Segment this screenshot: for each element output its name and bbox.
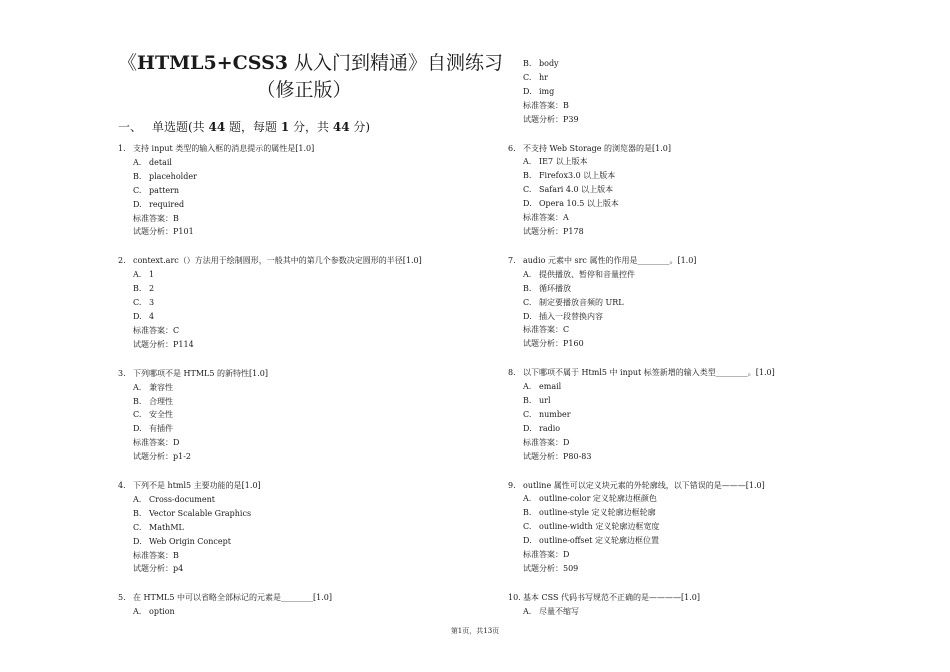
question-text: 支持 input 类型的输入框的消息提示的属性是[1.0] [133, 144, 315, 153]
option-text: outline-offset 定义轮廓边框位置 [539, 536, 659, 546]
analysis-label: 试题分析： [523, 339, 563, 349]
option-letter: D. [523, 423, 532, 433]
question-number: 2. [118, 256, 126, 266]
section-total: 44 [332, 120, 350, 134]
option-item [508, 605, 868, 619]
question-number: 10. [508, 592, 521, 602]
question-analysis [118, 450, 478, 464]
answer-value: D [173, 438, 180, 448]
option-letter: B. [133, 508, 142, 518]
answer-label: 标准答案： [523, 550, 563, 560]
option-letter: A. [523, 269, 532, 279]
section-score: 1 [280, 120, 290, 134]
question-text: 基本 CSS 代码书写规范不正确的是————[1.0] [523, 592, 700, 602]
option-letter: D. [523, 199, 532, 209]
question-analysis [508, 562, 868, 576]
question-text: 下列不是 html5 主要功能的是[1.0] [133, 481, 261, 491]
analysis-label: 试题分析： [133, 452, 173, 462]
option-text: url [539, 396, 551, 406]
option-letter: D. [523, 311, 532, 321]
option-text: outline-width 定义轮廓边框宽度 [539, 522, 660, 532]
option-text: 合理性 [149, 396, 173, 406]
question-block [508, 366, 868, 463]
answer-label: 标准答案： [523, 325, 563, 335]
question-stem [508, 591, 868, 605]
answer-value: B [563, 100, 569, 110]
option-text: 2 [149, 284, 155, 294]
analysis-label: 试题分析： [523, 114, 563, 124]
question-block [118, 254, 478, 351]
answer-label: 标准答案： [133, 438, 173, 448]
option-letter: D. [133, 424, 142, 434]
option-text: Web Origin Concept [149, 536, 231, 546]
option-item [508, 197, 868, 211]
option-text: 有插件 [149, 424, 173, 434]
option-text: 插入一段替换内容 [539, 311, 603, 321]
question-number: 4. [118, 481, 126, 491]
answer-value: B [173, 550, 179, 560]
option-letter: A. [523, 157, 532, 167]
option-text: 安全性 [149, 410, 173, 420]
option-item [118, 381, 478, 395]
question-number: 7. [508, 255, 516, 265]
analysis-label: 试题分析： [133, 564, 173, 574]
title-line-2: （修正版） [256, 79, 352, 101]
option-item [118, 282, 478, 296]
analysis-value: P80-83 [563, 451, 592, 461]
page-footer: 第1页，共13页 [450, 627, 500, 635]
option-item [508, 422, 868, 436]
question-block [508, 591, 868, 619]
analysis-value: P101 [173, 227, 194, 237]
analysis-value: p4 [173, 564, 184, 574]
question-number: 5. [118, 593, 126, 603]
option-letter: A. [523, 606, 532, 616]
section-text: 分) [349, 120, 371, 134]
answer-label: 标准答案： [133, 550, 173, 560]
option-letter: C. [523, 185, 532, 195]
option-letter: C. [523, 297, 532, 307]
option-text: option [149, 607, 175, 617]
right-questions [508, 142, 868, 619]
option-text: 兼容性 [149, 382, 173, 392]
question-text: 下列哪项不是 HTML5 的新特性[1.0] [133, 368, 268, 378]
question-number: 9. [508, 480, 516, 490]
question-text: 不支持 Web Storage 的浏览器的是[1.0] [523, 143, 671, 153]
option-letter: D. [133, 199, 142, 209]
option-text: 3 [149, 298, 155, 308]
option-letter: C. [133, 298, 142, 308]
option-text: detail [149, 157, 172, 167]
analysis-label: 试题分析： [523, 451, 563, 461]
option-text: 提供播放、暂停和音量控件 [539, 269, 635, 279]
question-analysis [508, 113, 868, 127]
option-text: 1 [149, 270, 155, 280]
question-block [508, 142, 868, 239]
option-letter: A. [133, 494, 142, 504]
question-analysis [118, 338, 478, 352]
question-analysis [118, 562, 478, 576]
option-letter: B. [133, 171, 142, 181]
option-letter: B. [523, 171, 532, 181]
option-item [118, 170, 478, 184]
option-item [118, 268, 478, 282]
option-text: outline-style 定义轮廓边框轮廓 [539, 508, 656, 518]
option-item [508, 169, 868, 183]
answer-value: D [563, 550, 570, 560]
question-stem [118, 591, 478, 605]
option-text: Opera 10.5 以上版本 [539, 199, 619, 209]
question-stem [508, 254, 868, 268]
option-letter: A. [133, 157, 142, 167]
question-stem [508, 142, 868, 156]
section-number: 一、 [118, 120, 143, 134]
option-letter: D. [133, 311, 142, 321]
option-item [118, 296, 478, 310]
option-item [508, 85, 868, 99]
option-text: required [149, 199, 185, 209]
option-item [118, 521, 478, 535]
option-item [508, 282, 868, 296]
option-letter: A. [133, 382, 142, 392]
option-item [118, 408, 478, 422]
option-text: placeholder [149, 171, 197, 181]
option-text: 4 [149, 311, 155, 321]
question-text: outline 属性可以定义块元素的外轮廓线，以下错误的是———[1.0] [523, 480, 765, 490]
option-letter: C. [133, 185, 142, 195]
option-text: hr [539, 72, 548, 82]
option-item [118, 395, 478, 409]
option-item [118, 156, 478, 170]
answer-value: D [563, 437, 570, 447]
analysis-label: 试题分析： [523, 564, 563, 573]
option-text: number [539, 409, 571, 419]
question-5-continued [508, 57, 868, 127]
option-item [508, 71, 868, 85]
option-item [118, 507, 478, 521]
option-item [118, 422, 478, 436]
option-letter: B. [523, 283, 532, 293]
section-heading [118, 118, 370, 135]
question-analysis [508, 337, 868, 351]
standard-answer [508, 436, 868, 450]
title-bold: HTML5+CSS3 [137, 52, 289, 74]
question-block [118, 591, 478, 619]
option-item [508, 408, 868, 422]
option-text: img [539, 86, 555, 96]
option-text: Firefox3.0 以上版本 [539, 171, 616, 181]
analysis-value: P114 [173, 339, 194, 349]
standard-answer [508, 548, 868, 562]
option-letter: D. [523, 86, 532, 96]
title-rest: 从入门到精通》自测练习 [288, 52, 504, 74]
left-column [118, 142, 478, 619]
question-number: 1. [118, 144, 126, 153]
standard-answer [118, 549, 478, 563]
answer-label: 标准答案： [133, 213, 173, 223]
option-item [508, 183, 868, 197]
analysis-label: 试题分析： [133, 227, 173, 237]
question-text: 以下哪项不属于 Html5 中 input 标签新增的输入类型________。[1.0] [523, 368, 775, 378]
option-letter: C. [523, 72, 532, 82]
question-stem [118, 479, 478, 493]
analysis-value: 509 [563, 564, 579, 573]
option-item [118, 184, 478, 198]
option-text: radio [539, 423, 561, 433]
standard-answer [508, 211, 868, 225]
option-text: outline-color 定义轮廓边框颜色 [539, 494, 657, 504]
option-text: pattern [149, 185, 180, 195]
question-analysis [508, 225, 868, 239]
option-item [118, 493, 478, 507]
section-text: 单选题(共 [152, 120, 209, 134]
option-letter: C. [523, 409, 532, 419]
option-item [508, 520, 868, 534]
question-number: 3. [118, 368, 126, 378]
option-text: MathML [149, 522, 184, 532]
question-stem [118, 367, 478, 381]
option-letter: B. [523, 508, 532, 518]
answer-value: C [173, 325, 180, 335]
option-letter: B. [133, 396, 142, 406]
answer-label: 标准答案： [523, 213, 563, 223]
answer-value: A [563, 213, 569, 223]
option-item [118, 198, 478, 212]
option-letter: A. [523, 382, 532, 392]
option-item [508, 310, 868, 324]
question-stem [508, 479, 868, 493]
question-analysis [118, 225, 478, 239]
option-item [508, 506, 868, 520]
question-analysis [508, 450, 868, 464]
option-letter: A. [133, 270, 142, 280]
standard-answer [118, 436, 478, 450]
option-text: 循环播放 [539, 283, 571, 293]
option-item [118, 605, 478, 619]
section-count: 44 [208, 120, 226, 134]
section-text: 题，每题 [225, 120, 281, 134]
question-text: audio 元素中 src 属性的作用是________。[1.0] [523, 255, 697, 265]
question-number: 6. [508, 143, 516, 153]
option-letter: C. [133, 410, 142, 420]
option-text: IE7 以上版本 [539, 157, 588, 167]
question-block [118, 367, 478, 464]
answer-label: 标准答案： [523, 437, 563, 447]
standard-answer [508, 323, 868, 337]
option-text: Vector Scalable Graphics [149, 508, 252, 518]
option-text: body [539, 59, 559, 68]
option-letter: A. [133, 607, 142, 617]
option-item [508, 268, 868, 282]
option-item [508, 155, 868, 169]
section-text: 分，共 [289, 120, 333, 134]
standard-answer [508, 99, 868, 113]
option-letter: B. [133, 284, 142, 294]
option-letter: A. [523, 494, 532, 504]
option-letter: D. [523, 536, 532, 546]
option-letter: B. [523, 396, 532, 406]
answer-label: 标准答案： [133, 325, 173, 335]
option-text: 制定要播放音频的 URL [539, 297, 624, 307]
question-number: 8. [508, 368, 516, 378]
question-block [118, 479, 478, 576]
analysis-label: 试题分析： [133, 339, 173, 349]
question-block [508, 479, 868, 576]
option-letter: C. [523, 522, 532, 532]
option-item [508, 296, 868, 310]
option-item [508, 380, 868, 394]
option-letter: B. [523, 59, 532, 68]
question-stem [118, 254, 478, 268]
standard-answer [118, 212, 478, 226]
question-stem [508, 366, 868, 380]
question-stem [118, 142, 478, 156]
standard-answer [118, 324, 478, 338]
option-item [118, 535, 478, 549]
title-line-1 [118, 50, 504, 77]
question-text: context.arc（）方法用于绘制圆形，一般其中的第几个参数决定圆形的半径[1.0] [133, 256, 422, 266]
option-item [508, 534, 868, 548]
option-item [508, 394, 868, 408]
option-text: Safari 4.0 以上版本 [539, 185, 614, 195]
title-prefix: 《 [118, 52, 138, 74]
question-block [118, 142, 478, 239]
analysis-value: P178 [563, 226, 584, 236]
option-item [508, 57, 868, 71]
right-column [508, 57, 868, 619]
option-item [118, 310, 478, 324]
analysis-label: 试题分析： [523, 226, 563, 236]
analysis-value: P160 [563, 339, 584, 349]
option-letter: D. [133, 536, 142, 546]
option-text: 尽量不缩写 [539, 606, 579, 616]
answer-value: C [563, 325, 570, 335]
question-block [508, 254, 868, 351]
analysis-value: p1-2 [173, 452, 192, 462]
analysis-value: P39 [563, 114, 579, 124]
option-letter: C. [133, 522, 142, 532]
document-title [118, 50, 504, 104]
option-text: Cross-document [149, 494, 215, 504]
option-text: email [539, 382, 562, 392]
option-item [508, 492, 868, 506]
question-text: 在 HTML5 中可以省略全部标记的元素是________[1.0] [133, 593, 332, 603]
answer-value: B [173, 213, 179, 223]
answer-label: 标准答案： [523, 100, 563, 110]
